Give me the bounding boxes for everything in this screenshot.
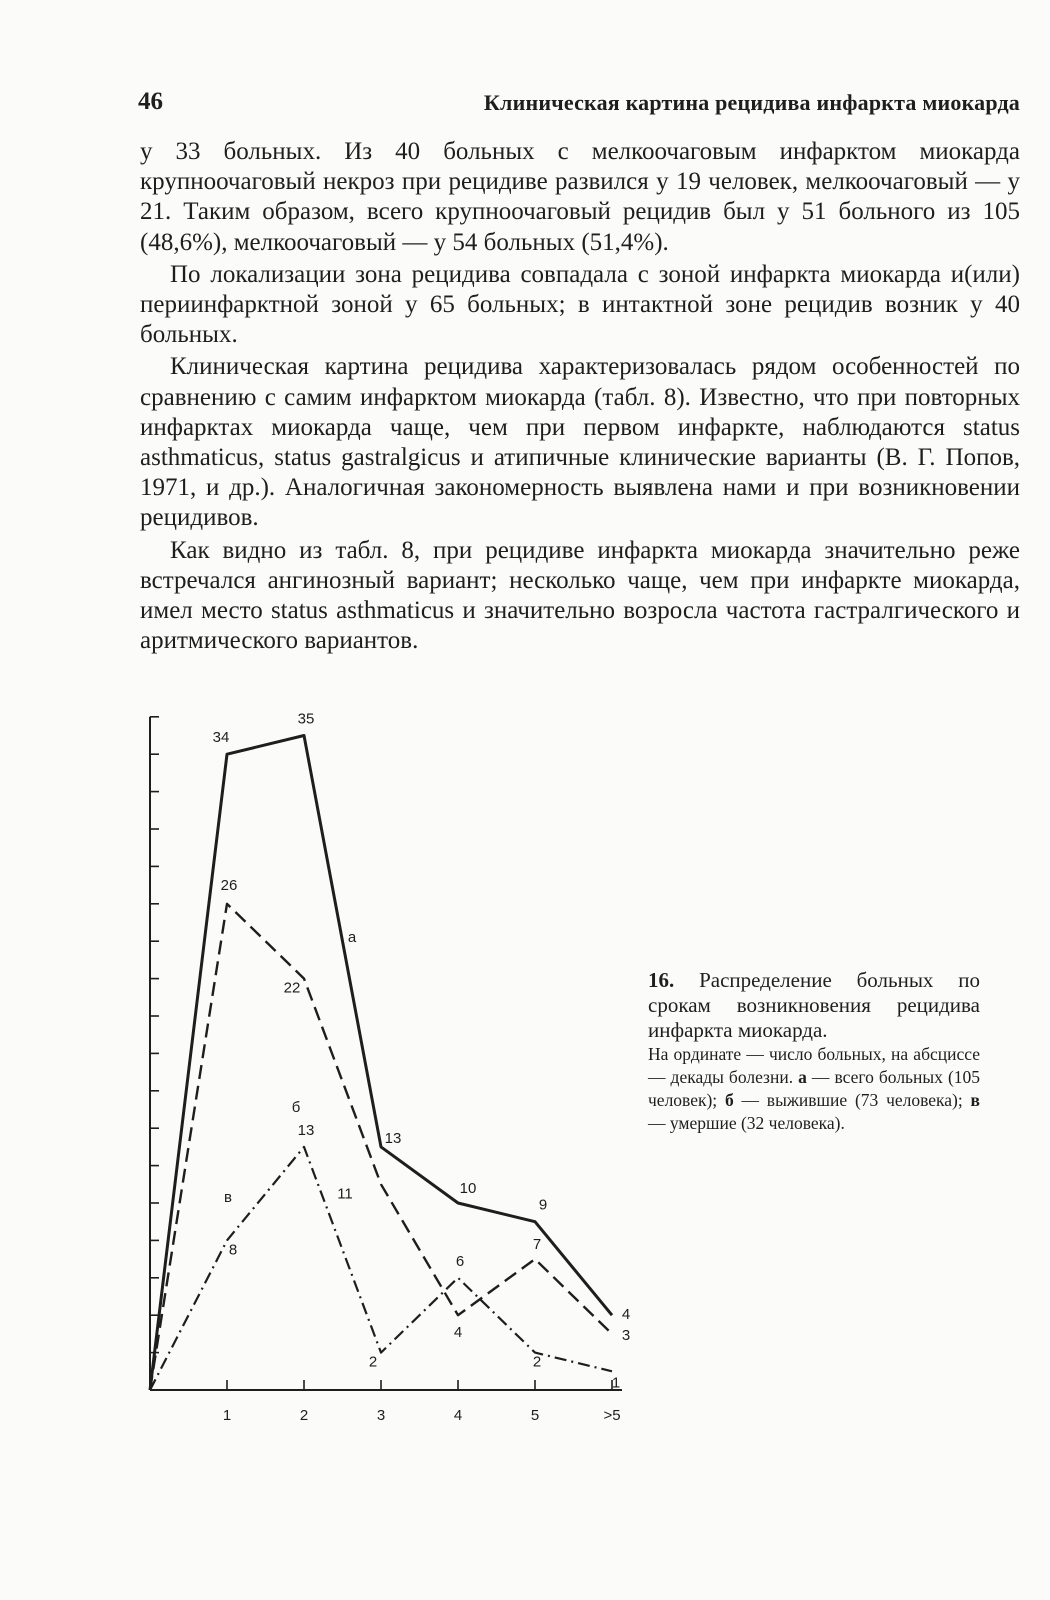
x-tick-label: 2 <box>299 1407 309 1424</box>
series-line-dash-dot <box>150 1147 612 1390</box>
data-label: 2 <box>532 1353 542 1371</box>
paragraph-3: Клиническая картина рецидива характеризовалась рядом особенностей по сравнению с самим инфарктом миокарда (табл. 8). Известно, что при повторных инфарктах миокарда чаще, чем при первом инфаркте, наблюдаются status asthmaticus, status gastralgicus и атипичные клинические варианты (В. Г. Попов, 1971, и др.). Аналогичная закономерность выявлена нами и при возникновении рецидивов. <box>140 353 1020 532</box>
page-number: 46 <box>138 88 163 115</box>
data-label: 10 <box>459 1180 477 1197</box>
legend-key-a: а <box>798 1067 807 1087</box>
data-label: 11 <box>337 1185 353 1203</box>
series-name-label: а <box>347 929 357 946</box>
data-label: 22 <box>283 979 301 997</box>
x-tick-label: 3 <box>376 1407 386 1424</box>
data-label: 35 <box>297 710 315 728</box>
data-label: 2 <box>368 1353 378 1371</box>
data-label: 3 <box>621 1326 631 1344</box>
body-text <box>140 137 1020 658</box>
x-tick-label: 5 <box>530 1407 540 1424</box>
legend-text-a: — всего больных (105 человек); <box>648 1067 981 1110</box>
axes-note: На ординате — число больных, на абсциссе — декады болезни. <box>648 1044 980 1087</box>
series-line-solid <box>150 736 612 1391</box>
legend-text-v: — умершие (32 человека). <box>648 1113 845 1133</box>
data-label: 4 <box>621 1306 631 1324</box>
caption-title <box>648 968 980 1043</box>
data-label: 7 <box>532 1236 542 1254</box>
data-label: 26 <box>220 876 238 894</box>
running-head <box>138 88 1020 122</box>
paragraph-2: По локализации зона рецидива совпадала с зоной инфаркта миокарда и(или) периинфарктной зоной у 65 больных; в интактной зоне рецидив возник у 40 больных. <box>140 260 1020 349</box>
series-name-label: б <box>291 1099 301 1116</box>
x-tick-label: >5 <box>603 1407 621 1424</box>
data-label: 6 <box>455 1252 465 1270</box>
data-label: 1 <box>611 1374 621 1392</box>
paragraph-1: у 33 больных. Из 40 больных с мелкоочаговым инфарктом миокарда крупноочаговый некроз при рецидиве развился у 19 человек, мелкоочаговый — у 21. Таким образом, всего крупноочаговый рецидив был у 51 больного из 105 (48,6%), мелкоочаговый — у 54 больных (51,4%). <box>140 138 1020 256</box>
line-chart <box>120 710 631 1440</box>
data-label: 9 <box>538 1196 548 1214</box>
legend-text-b: — выжившие (73 человека); <box>741 1090 963 1110</box>
data-label: 8 <box>228 1241 238 1259</box>
data-label: 34 <box>212 729 230 747</box>
figure-title: Распределение больных по срокам возникновения рецидива инфаркта миокарда. <box>648 968 980 1042</box>
data-label: 13 <box>384 1129 402 1147</box>
data-label: 4 <box>453 1324 463 1342</box>
figure-number: 16. <box>648 968 675 992</box>
x-tick-label: 4 <box>453 1407 463 1424</box>
legend-key-v: в <box>970 1090 980 1110</box>
legend-key-b: б <box>724 1090 734 1110</box>
x-tick-label: 1 <box>222 1407 232 1424</box>
data-label: 13 <box>297 1121 315 1139</box>
running-title: Клиническая картина рецидива инфаркта миокарда <box>483 90 1020 115</box>
figure-caption <box>648 968 980 1135</box>
paragraph-4: Как видно из табл. 8, при рецидиве инфаркта миокарда значительно реже встречался ангинозный вариант; несколько чаще, чем при инфаркте миокарда, имел место status asthmaticus и значительно возросла частота гастралгического и аритмического вариантов. <box>140 536 1020 655</box>
series-name-label: в <box>224 1189 232 1206</box>
caption-legend <box>648 1043 980 1135</box>
